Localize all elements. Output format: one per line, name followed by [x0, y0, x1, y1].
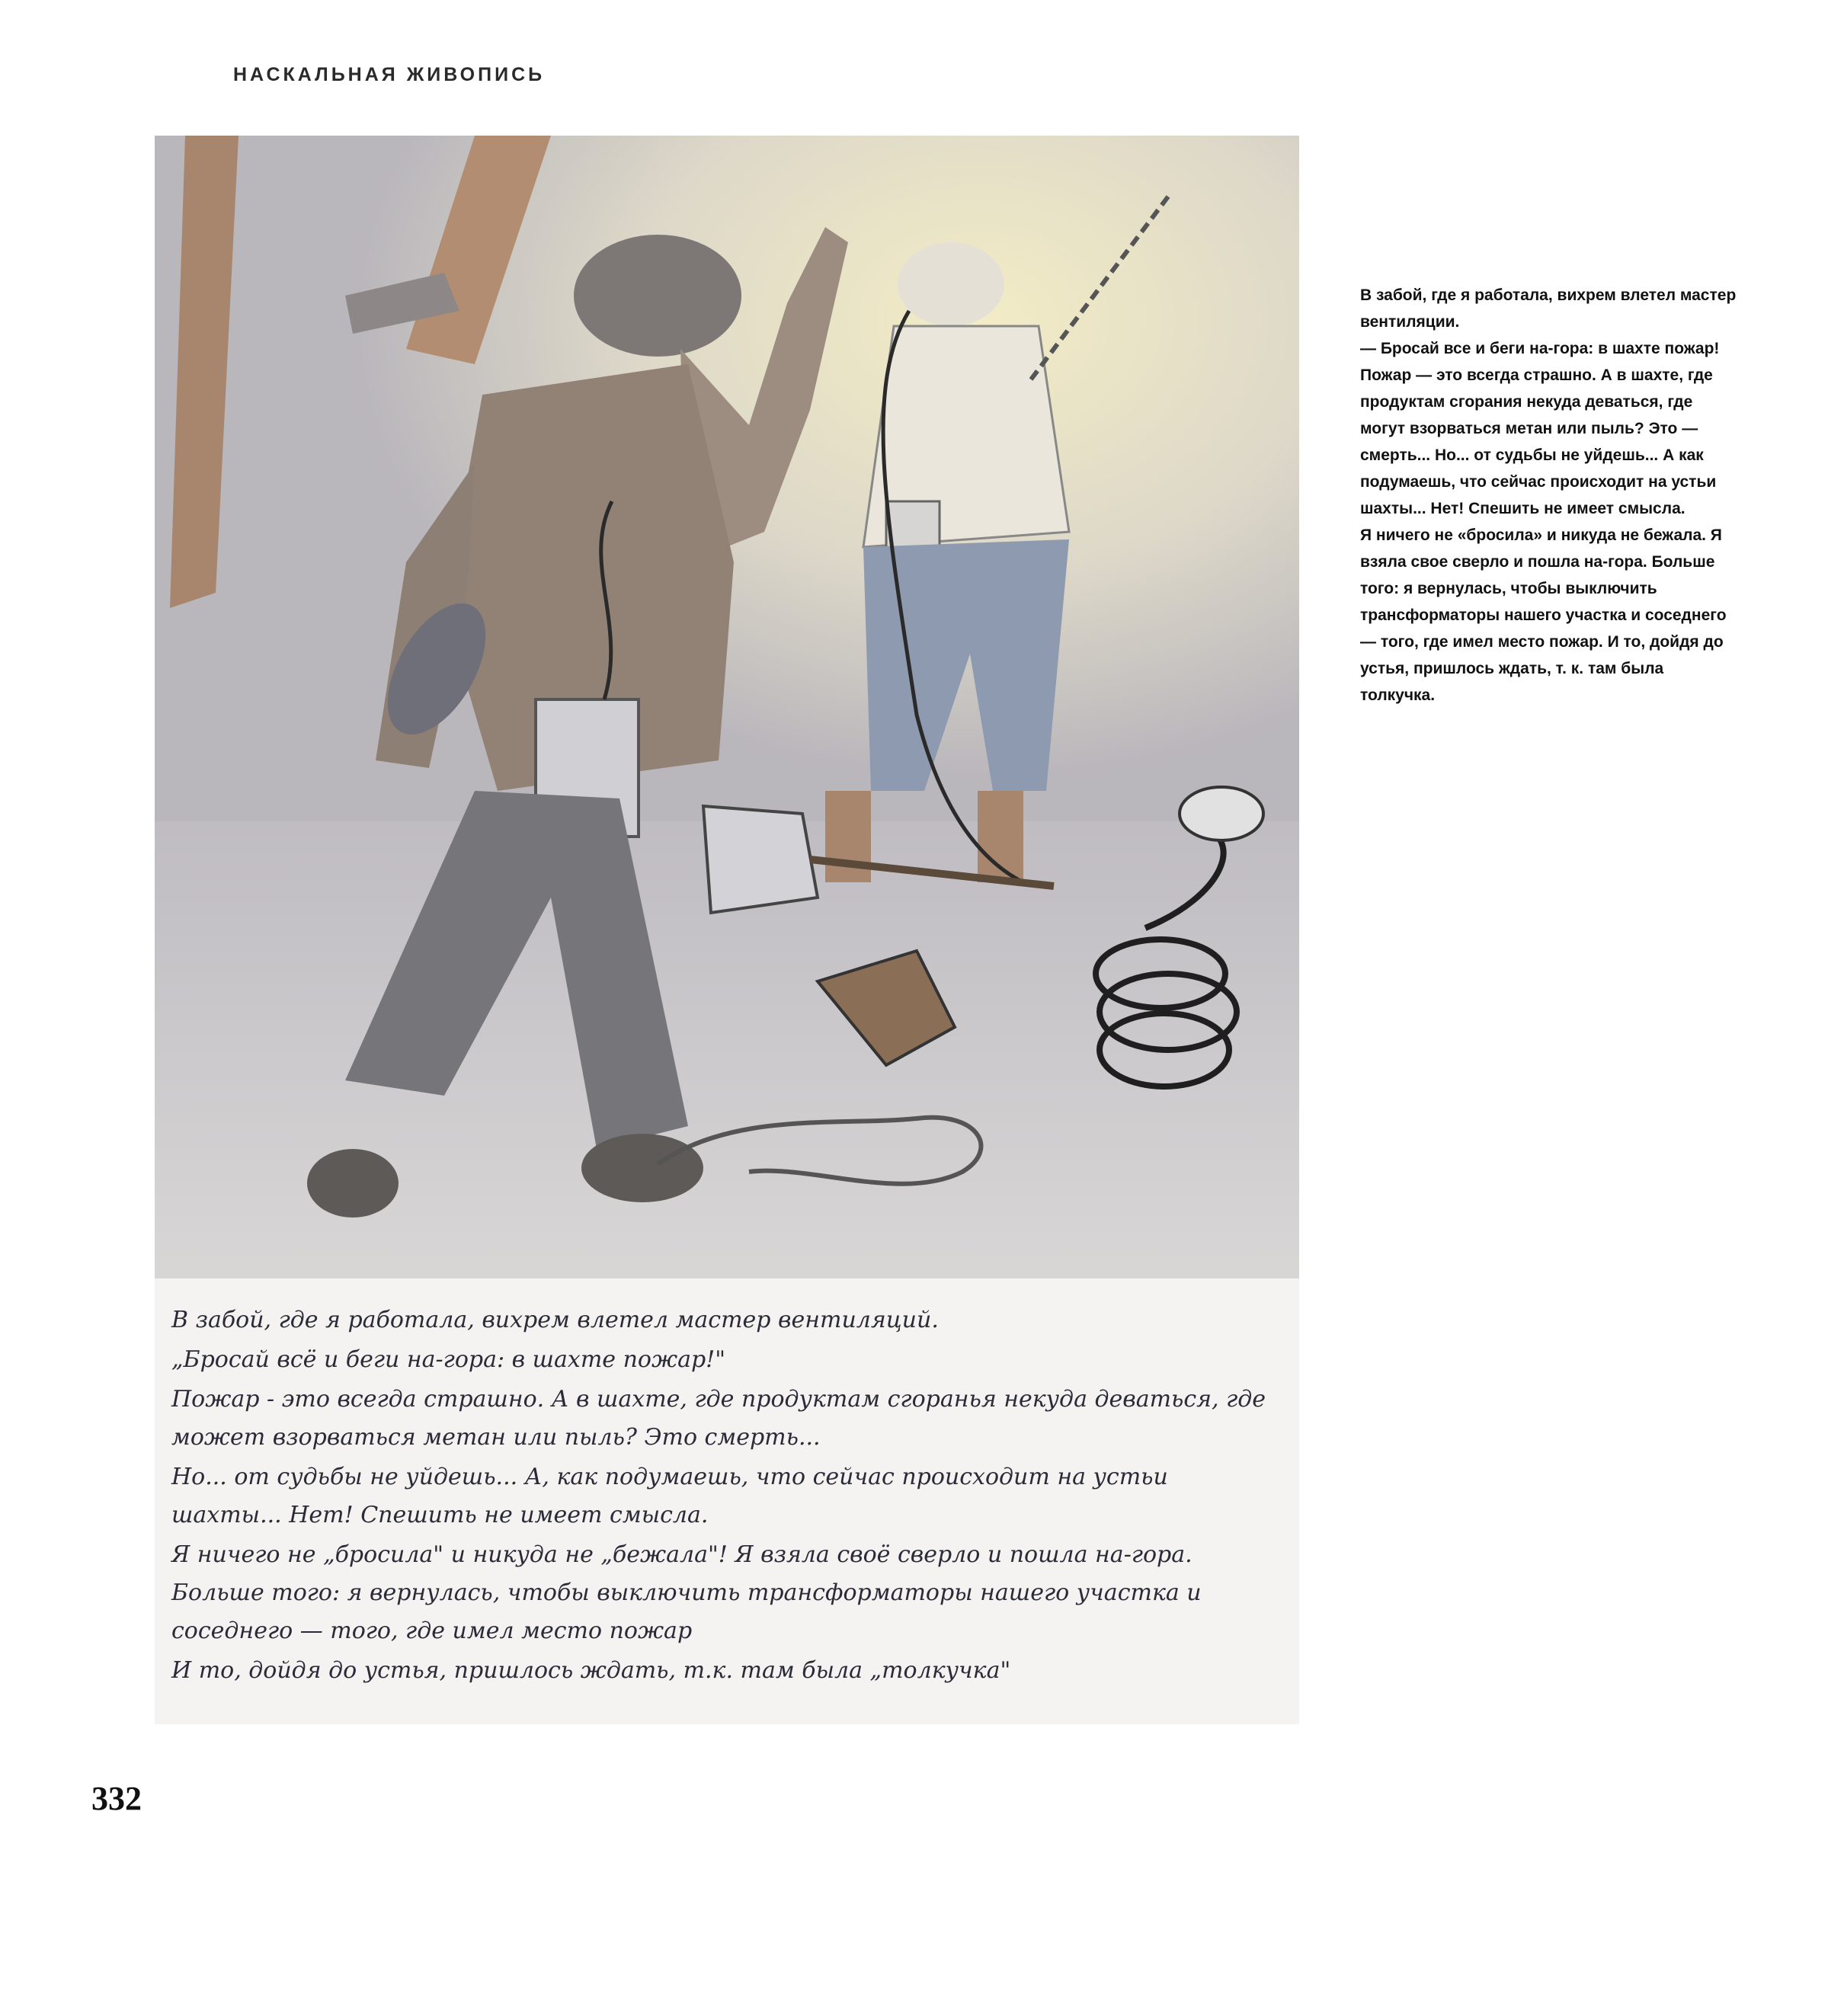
caption-line: Пожар - это всегда страшно. А в шахте, где продуктам сгоранья некуда деваться, где может взорваться метан или пыль? Это смерть... — [171, 1386, 1266, 1451]
caption-line: „Бросай всё и беги на-гора: в шахте пожар!" — [171, 1346, 726, 1373]
sidebar-paragraph: В забой, где я работала, вихрем влетел мастер вентиляции. — [1360, 286, 1737, 331]
sidebar-text — [1360, 282, 1741, 709]
caption-line: Но... от судьбы не уйдешь... А, как подумаешь, что сейчас происходит на устьи шахты... Нет! Спешить не имеет смысла. — [171, 1464, 1168, 1528]
caption-line: В забой, где я работала, вихрем влетел мастер вентиляций. — [171, 1307, 939, 1333]
sidebar-paragraph: Пожар — это всегда страшно. А в шахте, где продуктам сгорания некуда деваться, где могут взорваться метан или пыль? Это — смерть... Но... от судьбы не уйдешь... А как подумаешь, что сейчас происходит на устьи шахты... Нет! Спешить не имеет смысла. — [1360, 366, 1717, 517]
lamp-battery — [1180, 787, 1263, 840]
illustration-plate — [155, 136, 1299, 1724]
handwritten-caption — [171, 1301, 1284, 1691]
running-head: НАСКАЛЬНАЯ ЖИВОПИСЬ — [233, 64, 546, 85]
sidebar-paragraph: — Бросай все и беги на-гора: в шахте пожар! — [1360, 340, 1720, 357]
page-number: 332 — [91, 1780, 142, 1817]
caption-line: И то, дойдя до устья, пришлось ждать, т.к. там была „толкучка" — [171, 1657, 1011, 1684]
sidebar-paragraph: Я ничего не «бросила» и никуда не бежала. Я взяла свое сверло и пошла на-гора. Больше того: я вернулась, чтобы выключить трансформаторы нашего участка и соседнего — того, где имел место пожар. И то, дойдя до устья, пришлось ждать, т. к. там была толкучка. — [1360, 526, 1727, 704]
caption-line: Я ничего не „бросила" и никуда не „бежала"! Я взяла своё сверло и пошла на-гора. Больше того: я вернулась, чтобы выключить трансформаторы нашего участка и соседнего — того, где имел место пожар — [171, 1541, 1202, 1644]
shovel — [703, 806, 818, 913]
